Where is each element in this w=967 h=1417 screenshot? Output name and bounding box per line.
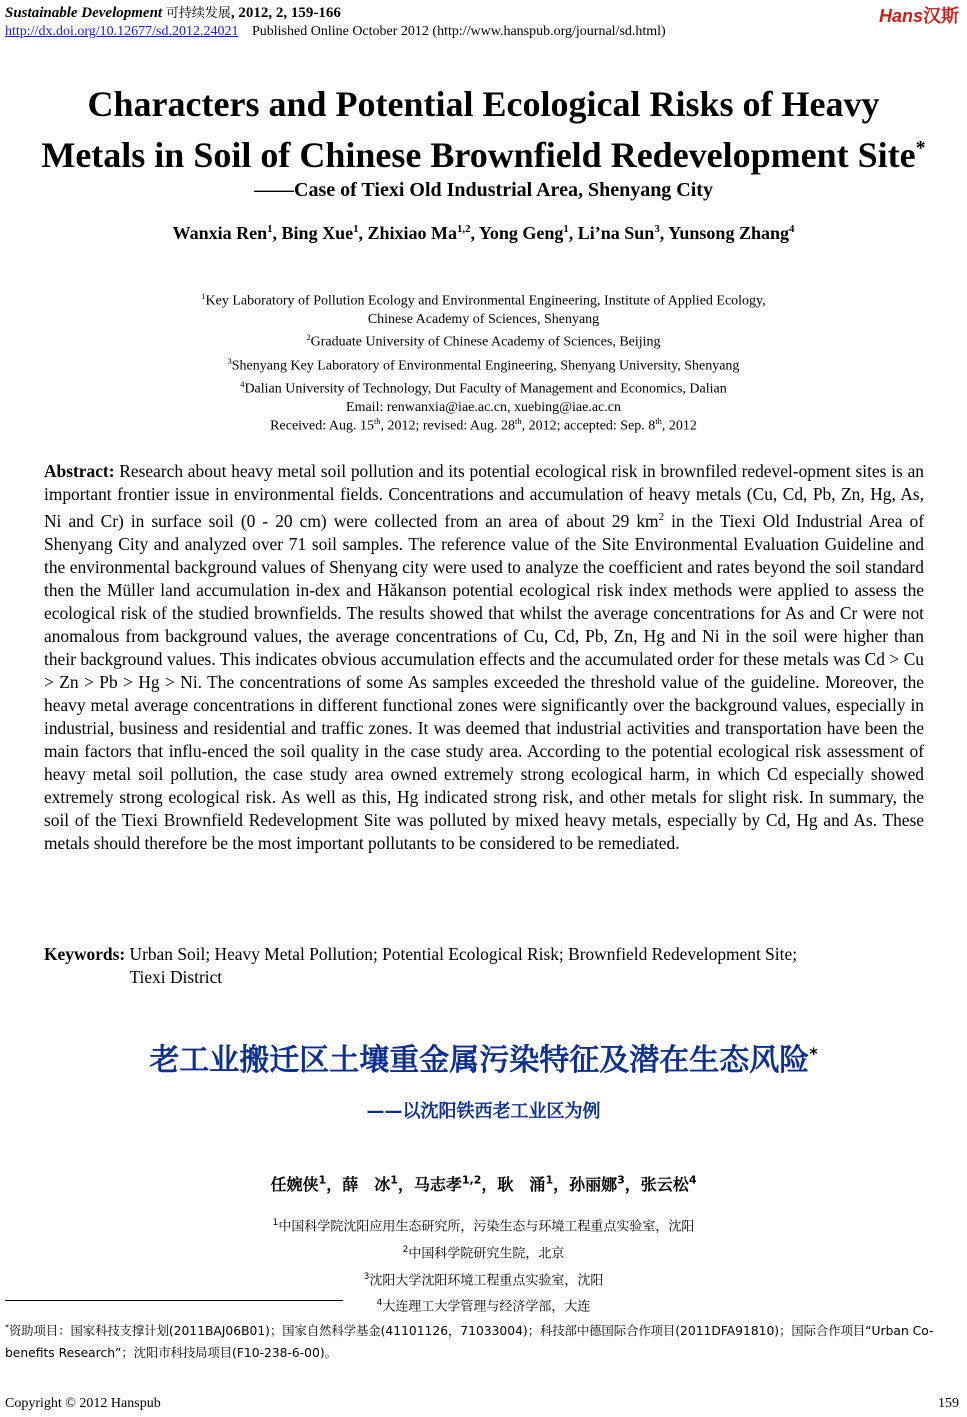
chinese-author-list (0, 1172, 967, 1195)
logo-text-cn: 汉斯 (923, 6, 959, 27)
abstract-text-cont: in the Tiexi Old Industrial Area of Shenyang City and analyzed over 71 soil samples. The reference value of the Site Environmental Evaluation Guideline and the environmental background values of Shenyang city were used to analyze the coefficient and rates beyond the soil standard then the Müller land accumulation in-dex and Hǎkanson potential ecological risk index methods were applied to assess the ecological risk of the studied brownfields. The results showed that whilst the average concentrations for As and Cr were not anomalous from background values, the average concentrations of Cu, Cd, Pb, Zn, Hg and Ni in the soil were higher than their background values. This indicates obvious accumulation effects and the accumulated order for these metals was Cd > Cu > Zn > Pb > Hg > Ni. The concentrations of some As samples exceeded the threshold value of the guideline. Moreover, the heavy metal average concentrations in different functional zones were significantly over the background values, especially in industrial, business and residential and traffic zones. It was deemed that industrial activities and transportation have been the main factors that influ-enced the soil quality in the case study area. According to the potential ecological risk assessment of heavy metal soil pollution, the case study area owned extremely strong ecological harm, in which Cd especially showed extremely strong ecological risk. As well as this, Hg indicated strong risk, and other metals for slight risk. In summary, the soil of the Tiexi Brownfield Redevelopment Site was polluted by mixed heavy metals, especially by Cd, Hg and As. These metals should therefore be the most important pollutants to be considered to be remediated. (44, 510, 924, 853)
journal-name: Sustainable Development (5, 5, 163, 21)
paper-title (0, 82, 967, 177)
author-cn: 任婉侠$^1$， (270, 1173, 343, 1194)
journal-volume: , 2012, 2, 159-166 (230, 5, 341, 21)
author-cn: 孙丽娜$^3$， (569, 1173, 641, 1194)
paper-subtitle: ——Case of Tiexi Old Industrial Area, Shenyang City (254, 179, 713, 201)
affiliation-2: $^2$Graduate University of Chinese Academy of Sciences, Beijing (306, 333, 661, 351)
author-cn: 张云松$^4$ (640, 1173, 697, 1194)
affiliation-4: $^4$Dalian University of Technology, Dut Faculty of Management and Economics, Dalian (240, 379, 727, 397)
journal-header (5, 2, 341, 22)
doi-line (5, 24, 666, 40)
author-cn: 耿 涌$^1$， (497, 1173, 570, 1194)
affiliation-1-cont: Chinese Academy of Sciences, Shenyang (367, 312, 600, 328)
keywords (44, 943, 924, 989)
chinese-subtitle: ——以沈阳铁西老工业区为例 (366, 1101, 601, 1122)
author: Li’na Sun$^3$, (577, 223, 669, 243)
keywords-text: Urban Soil; Heavy Metal Pollution; Potential Ecological Risk; Brownfield Redevelopment Site; Tiexi District (129, 944, 798, 987)
footnote-divider (5, 1300, 343, 1301)
author: Wanxia Ren$^1$, (172, 223, 282, 243)
page-number: 159 (938, 1396, 959, 1411)
affiliation-1: $^1$Key Laboratory of Pollution Ecology and Environmental Engineering, Institute of Applied Ecology, (201, 292, 766, 309)
keywords-label: Keywords: (44, 944, 126, 964)
funding-footnote: *资助项目：国家科技支撑计划(2011BAJ06B01)；国家自然科学基金(41101126，71033004)；科技部中德国际合作项目(2011DFA91810)；国际合作项目“Urban Co-benefits Research”；沈阳市科技局项目(F10-238-6-00)。 (5, 1323, 934, 1361)
abstract-text: Research about heavy metal soil pollution and its potential ecological risk in brownfiled redevel-opment sites is an important frontier issue in environmental fields. Concentrations and accumulation of heavy metals (Cu, Cd, Pb, Zn, Hg, As, Ni and Cr) in surface soil (0 - 20 cm) were collected from an area of about 29 km (44, 461, 924, 531)
author: Zhixiao Ma$^{1,2}$, (367, 223, 479, 243)
published-online: Published Online October 2012 (http://www.hanspub.org/journal/sd.html) (251, 24, 666, 39)
author: Bing Xue$^1$, (281, 223, 368, 243)
cn-affiliation-4: $^4$大连理工大学管理与经济学部，大连 (376, 1298, 591, 1315)
cn-affiliation-2: $^2$中国科学院研究生院，北京 (402, 1244, 565, 1262)
journal-name-cn: 可持续发展 (165, 6, 231, 21)
chinese-title: 老工业搬迁区土壤重金属污染特征及潜在生态风险* (149, 1043, 818, 1078)
abstract: Abstract: Research about heavy metal soil pollution and its potential ecological risk in brownfiled redevel-opment sites is an important frontier issue in environmental fields. Concentrations and accumulation of heavy metals (Cu, Cd, Pb, Zn, Hg, As, Ni and Cr) in surface soil (0 - 20 cm) were collected from an area of about 29 $km^2$ in the Tiexi Old Industrial Area of Shenyang City and analyzed over 71 soil samples. The reference value of the Site Environmental Evaluation Guideline and the environmental background values of Shenyang city were used to analyze the coefficient and rates beyond the soil standard then the Müller land accumulation in-dex and Hǎkanson potential ecological risk index methods were applied to assess the ecological risk of the studied brownfields. The results showed that whilst the average concentrations for As and Cr were not anomalous from background values, the average concentrations of Cu, Cd, Pb, Zn, Hg and Ni in the soil were higher than their background values. This indicates obvious accumulation effects and the accumulated order for these metals was Cd > Cu > Zn > Pb > Hg > Ni. The concentrations of some As samples exceeded the threshold value of the guideline. Moreover, the heavy metal average concentrations in different functional zones were significantly over the background values, especially in industrial, business and residential and traffic zones. It was deemed that industrial activities and transportation have been the main factors that influ-enced the soil quality in the case study area. According to the potential ecological risk assessment of heavy metal soil pollution, the case study area owned extremely strong ecological harm, in which Cd especially showed extremely strong ecological risk. As well as this, Hg indicated strong risk, and other metals for slight risk. In summary, the soil of the Tiexi Brownfield Redevelopment Site was polluted by mixed heavy metals, especially by Cd, Hg and As. These metals should therefore be the most important pollutants to be considered to be remediated. (44, 461, 924, 853)
cn-affiliation-3: $^3$沈阳大学沈阳环境工程重点实验室，沈阳 (363, 1271, 604, 1288)
affiliation-3: $^3$Shenyang Key Laboratory of Environmental Engineering, Shenyang University, Shenyang (227, 356, 740, 374)
author-list (0, 223, 967, 244)
author-cn: 马志孝$^{1,2}$， (413, 1173, 498, 1194)
doi-link[interactable]: http://dx.doi.org/10.12677/sd.2012.24021 (5, 24, 239, 39)
received-dates: Received: Aug. 15th, 2012; revised: Aug. 28th, 2012; accepted: Sep. 8th, 2012 (270, 417, 697, 434)
chinese-affiliations (0, 1212, 967, 1319)
author-cn: 薛 冰$^1$， (342, 1173, 414, 1194)
cn-affiliation-1: $^1$中国科学院沈阳应用生态研究所，污染生态与环境工程重点实验室，沈阳 (272, 1218, 695, 1235)
author: Yunsong Zhang$^4$ (668, 223, 795, 243)
hans-logo (879, 2, 959, 28)
affiliations (0, 288, 967, 417)
chinese-title-mark: * (809, 1044, 818, 1063)
email: Email: renwanxia@iae.ac.cn, xuebing@iae.ac.cn (346, 399, 621, 415)
title-line-2: Metals in Soil of Chinese Brownfield Redevelopment Site (41, 135, 916, 175)
abstract-label: Abstract: (44, 461, 115, 481)
title-footnote-mark: * (915, 137, 926, 159)
author: Yong Geng$^1$, (478, 223, 578, 243)
logo-text-en: Hans (878, 6, 923, 26)
title-line-1: Characters and Potential Ecological Risks of Heavy (87, 84, 880, 124)
copyright: Copyright © 2012 Hanspub (5, 1396, 161, 1411)
